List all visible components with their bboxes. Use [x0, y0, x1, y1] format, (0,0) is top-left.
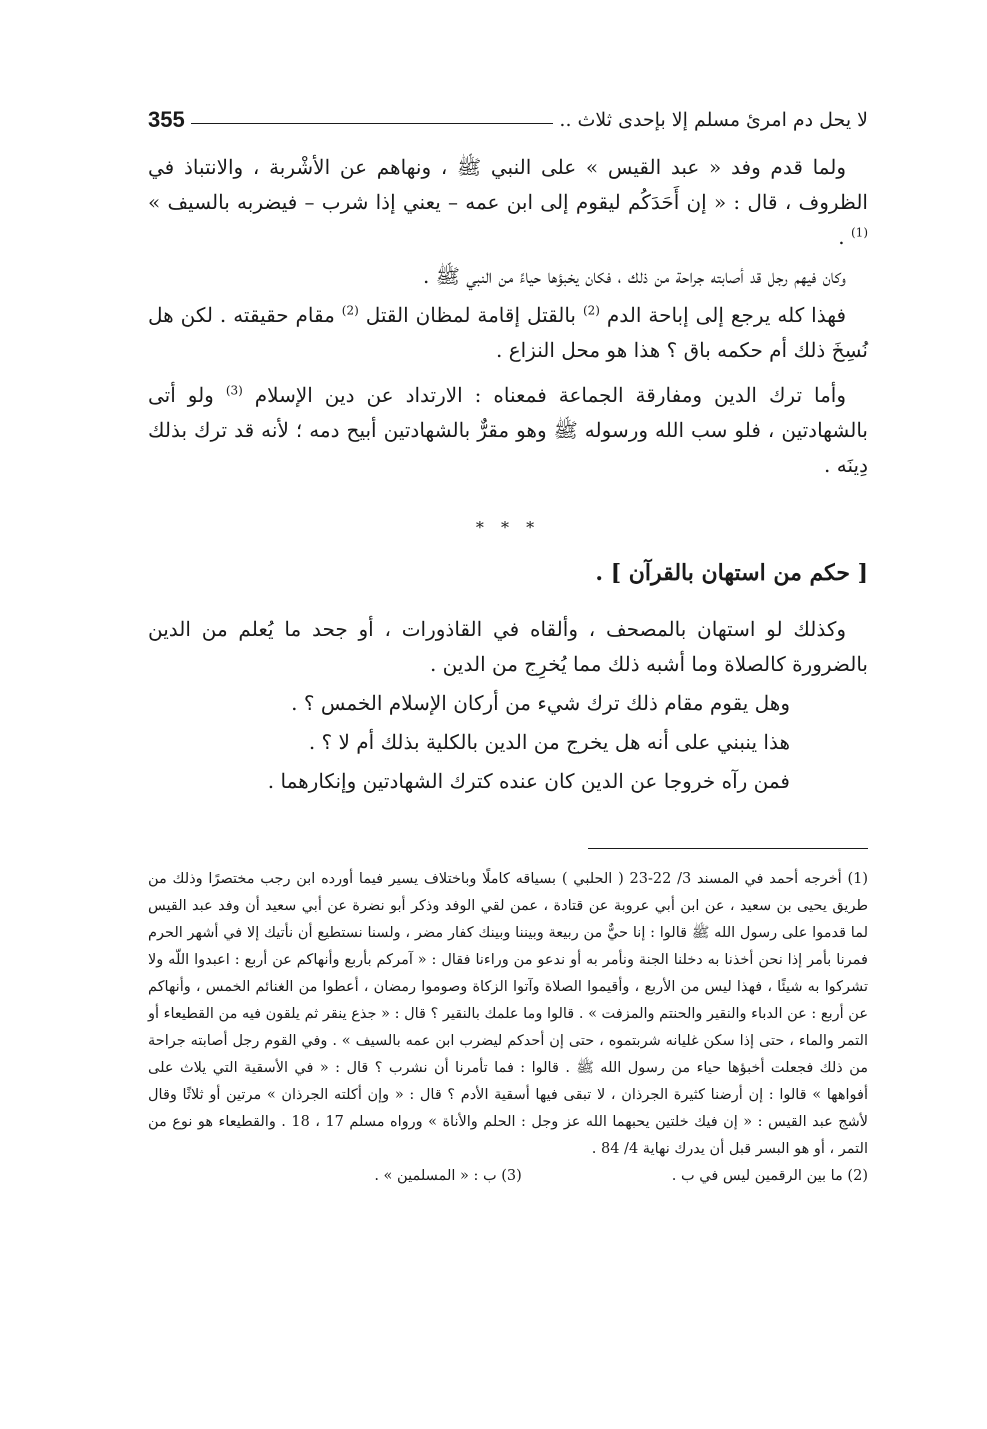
section-text — [148, 612, 868, 803]
footnote-ref-1: (1) — [850, 225, 868, 240]
section-heading: [ حكم من استهان بالقرآن ] . — [595, 560, 868, 586]
paragraph-wafd-abd-al-qays — [148, 150, 868, 255]
footnote-ref-3: (3) — [225, 383, 243, 398]
footnotes — [148, 866, 868, 1190]
paragraph-arkan: وهل يقوم مقام ذلك ترك شيء من أركان الإسلام الخمس ؟ . — [291, 691, 790, 715]
paragraph-kulliya: هذا ينبني على أنه هل يخرج من الدين بالكلية بذلك أم لا ؟ . — [308, 730, 790, 754]
paragraph-wounded-man — [148, 259, 868, 294]
header-rule — [191, 123, 554, 124]
paragraph-apostasy — [148, 378, 868, 483]
paragraph-text: فهذا كله يرجع إلى إباحة الدم — [606, 303, 847, 327]
paragraph-ibahat-al-dam — [148, 298, 868, 368]
page-header — [148, 104, 868, 136]
footnote-3: (3) ب : « المسلمين » . — [374, 1168, 522, 1184]
running-title: لا يحل دم امرئ مسلم إلا بإحدى ثلاث .. — [559, 109, 868, 131]
paragraph-mushaf: وكذلك لو استهان بالمصحف ، وألقاه في القاذورات ، أو جحد ما يُعلم من الدين بالضرورة كالصلاة وما أشبه ذلك مما يُخرِج من الدين . — [148, 617, 868, 676]
page-number: 355 — [148, 107, 185, 132]
section-separator: * * * — [475, 518, 541, 537]
paragraph-shahadatayn: فمن رآه خروجا عن الدين كان عنده كترك الشهادتين وإنكارهما . — [267, 769, 790, 793]
paragraph-text: ولما قدم وفد « عبد القيس » على النبي ﷺ ، ونهاهم عن الأشْربة ، والانتباذ في الظروف ، قال : « إن أَحَدَكُم ليقوم إلى ابن عمه – يعني إذا شرب – فيضربه بالسيف » — [148, 155, 868, 214]
footnote-rule — [588, 848, 868, 849]
footnote-2: (2) ما بين الرقمين ليس في ب . — [671, 1168, 868, 1184]
footnote-row — [148, 1163, 868, 1190]
footnote-ref-2b: (2) — [341, 303, 359, 318]
paragraph-end: . — [838, 225, 851, 249]
paragraph-text: مقام حقيقته . لكن هل نُسِخَ ذلك أم حكمه باق ؟ هذا هو محل النزاع . — [148, 303, 868, 362]
paragraph-text: وكان فيهم رجل قد أصابته جراحة من ذلك ، فكان يخبؤها حياءً من النبي ﷺ . — [422, 264, 846, 288]
paragraph-text: بالقتل إقامة لمظان القتل — [365, 303, 583, 327]
paragraph-text: ولو أتى بالشهادتين ، فلو سب الله ورسوله ﷺ وهو مقرٌّ بالشهادتين أبيح دمه ؛ لأنه قد ترك بذلك دِينَه . — [148, 383, 868, 477]
paragraph-text: وأما ترك الدين ومفارقة الجماعة فمعناه : الارتداد عن دين الإسلام — [254, 383, 847, 407]
main-text — [148, 150, 868, 487]
footnote-ref-2a: (2) — [582, 303, 600, 318]
footnote-1: (1) أخرجه أحمد في المسند 3/ 22-23 ( الحلبي ) بسياقه كاملًا وباختلاف يسير فيما أورده ابن رجب مختصرًا وذلك من طريق يحيى بن سعيد ، عن ابن أبي عروبة عن قتادة ، عمن لقي الوفد وذكر أبو نضرة عن أبي سعيد أن وفد عبد القيس لما قدموا على رسول الله ﷺ قالوا : إنا حيٌّ من ربيعة وبيننا وبينك كفار مضر ، ولسنا نستطيع أن نأتيك إلا في أشهر الحرم فمرنا بأمر إذا نحن أخذنا به دخلنا الجنة ونأمر به أو ندعو من وراءنا فقال : « آمركم بأربع وأنهاكم عن أربع : اعبدوا اللّه ولا تشركوا به شيئًا ، فهذا ليس من الأربع ، وأقيموا الصلاة وآتوا الزكاة وصوموا رمضان ، أعطوا من الغنائم الخمس ، وأنهاكم عن أربع : عن الدباء والنقير والحنتم والمزفت » . قالوا وما علمك بالنقير ؟ قال : « جذع ينقر ثم يلقون فيه من القطيعاء أو التمر والماء ، حتى إذا سكن غليانه شربتموه ، حتى إن أحدكم ليضرب ابن عمه بالسيف » . وفي القوم رجل أصابته جراحة من ذلك فجعلت أخبؤها حياء من رسول الله ﷺ . قالوا : فما تأمرنا أن نشرب ؟ قال : « في الأسقية التي يلاث على أفواهها » قالوا : إن أرضنا كثيرة الجرذان ، لا تبقى فيها أسقية الأدم ؟ قال : « وإن أكلته الجرذان » مرتين أو ثلاثًا وقال لأشج عبد القيس : « إن فيك خلتين يحبهما الله عز وجل : الحلم والأناة » ورواه مسلم 17 ، 18 . والقطيعاء هو نوع من التمر ، أو هو البسر قبل أن يدرك نهاية 4/ 84 . — [148, 871, 869, 1157]
